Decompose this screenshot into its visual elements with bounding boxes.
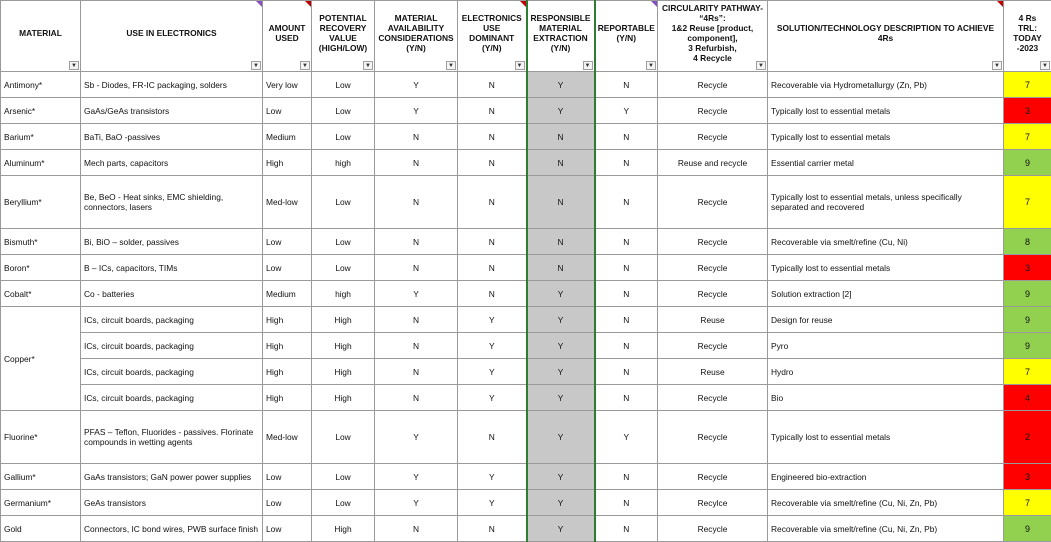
cell-amount[interactable]: High (263, 307, 312, 333)
cell-availability[interactable]: N (375, 255, 458, 281)
cell-pathway[interactable]: Recycle (658, 464, 768, 490)
cell-recovery[interactable]: High (312, 307, 375, 333)
cell-pathway[interactable]: Reuse (658, 307, 768, 333)
cell-material[interactable]: Aluminum* (1, 150, 81, 176)
header-amount[interactable]: AMOUNT USED ▼ (263, 1, 312, 72)
header-availability[interactable]: MATERIAL AVAILABILITY CONSIDERATIONS (Y/N) ▼ (375, 1, 458, 72)
cell-reportable[interactable]: N (595, 229, 658, 255)
filter-dropdown-icon[interactable]: ▼ (583, 61, 593, 70)
cell-reportable[interactable]: N (595, 359, 658, 385)
cell-responsible[interactable]: N (527, 255, 595, 281)
cell-recovery[interactable]: high (312, 281, 375, 307)
header-dominant[interactable]: ELECTRONICS USE DOMINANT (Y/N) ▼ (458, 1, 527, 72)
cell-amount[interactable]: High (263, 333, 312, 359)
cell-solution[interactable]: Essential carrier metal (768, 150, 1004, 176)
cell-availability[interactable]: N (375, 385, 458, 411)
cell-recovery[interactable]: High (312, 516, 375, 542)
cell-solution[interactable]: Typically lost to essential metals (768, 124, 1004, 150)
table-row[interactable] (1, 98, 1051, 124)
cell-availability[interactable]: Y (375, 490, 458, 516)
cell-recovery[interactable]: Low (312, 255, 375, 281)
cell-material[interactable]: Cobalt* (1, 281, 81, 307)
filter-dropdown-icon[interactable]: ▼ (515, 61, 525, 70)
cell-responsible[interactable]: Y (527, 307, 595, 333)
cell-availability[interactable]: Y (375, 98, 458, 124)
cell-use[interactable]: Co - batteries (81, 281, 263, 307)
cell-reportable[interactable]: N (595, 281, 658, 307)
cell-reportable[interactable]: N (595, 124, 658, 150)
comment-indicator-icon[interactable] (305, 1, 311, 7)
cell-use[interactable]: GeAs transistors (81, 490, 263, 516)
cell-use[interactable]: ICs, circuit boards, packaging (81, 385, 263, 411)
header-material[interactable]: MATERIAL ▼ (1, 1, 81, 72)
cell-amount[interactable]: Medium (263, 124, 312, 150)
cell-responsible[interactable]: Y (527, 281, 595, 307)
cell-use[interactable]: Sb - Diodes, FR-IC packaging, solders (81, 72, 263, 98)
cell-pathway[interactable]: Reuse (658, 359, 768, 385)
table-row[interactable] (1, 359, 1051, 385)
cell-pathway[interactable]: Recycle (658, 516, 768, 542)
cell-solution[interactable]: Pyro (768, 333, 1004, 359)
filter-dropdown-icon[interactable]: ▼ (992, 61, 1002, 70)
header-row (1, 1, 1051, 72)
header-recovery[interactable]: POTENTIAL RECOVERY VALUE (HIGH/LOW) ▼ (312, 1, 375, 72)
cell-solution[interactable]: Recoverable via smelt/refine (Cu, Ni, Zn, Pb) (768, 490, 1004, 516)
cell-dominant[interactable]: N (458, 229, 527, 255)
cell-availability[interactable]: N (375, 333, 458, 359)
cell-amount[interactable]: High (263, 385, 312, 411)
cell-responsible[interactable]: Y (527, 359, 595, 385)
cell-trl[interactable]: 7 (1004, 124, 1051, 150)
table-body (1, 72, 1051, 542)
cell-dominant[interactable]: N (458, 516, 527, 542)
cell-material[interactable]: Boron* (1, 255, 81, 281)
comment-indicator-icon[interactable] (256, 1, 262, 7)
cell-recovery[interactable]: Low (312, 176, 375, 229)
cell-responsible[interactable]: N (527, 124, 595, 150)
table-row[interactable] (1, 464, 1051, 490)
table-row[interactable] (1, 385, 1051, 411)
cell-recovery[interactable]: Low (312, 124, 375, 150)
cell-availability[interactable]: N (375, 150, 458, 176)
cell-availability[interactable]: N (375, 516, 458, 542)
comment-indicator-icon[interactable] (520, 1, 526, 7)
cell-trl[interactable]: 3 (1004, 98, 1051, 124)
cell-use[interactable]: Be, BeO - Heat sinks, EMC shielding, connectors, lasers (81, 176, 263, 229)
filter-dropdown-icon[interactable]: ▼ (69, 61, 79, 70)
cell-amount[interactable]: High (263, 150, 312, 176)
cell-amount[interactable]: Medium (263, 281, 312, 307)
table-row[interactable] (1, 307, 1051, 333)
header-trl[interactable]: 4 Rs TRL: TODAY -2023 ▼ (1004, 1, 1051, 72)
table-row[interactable] (1, 411, 1051, 464)
cell-recovery[interactable]: Low (312, 490, 375, 516)
cell-material[interactable]: Copper* (1, 307, 81, 411)
cell-trl[interactable]: 2 (1004, 411, 1051, 464)
cell-pathway[interactable]: Recycle (658, 333, 768, 359)
header-responsible[interactable]: RESPONSIBLE MATERIAL EXTRACTION (Y/N) ▼ (527, 1, 595, 72)
cell-amount[interactable]: Low (263, 464, 312, 490)
cell-pathway[interactable]: Recycle (658, 124, 768, 150)
cell-dominant[interactable]: Y (458, 333, 527, 359)
cell-use[interactable]: Bi, BiO – solder, passives (81, 229, 263, 255)
cell-reportable[interactable]: Y (595, 411, 658, 464)
cell-dominant[interactable]: N (458, 411, 527, 464)
table-row[interactable] (1, 333, 1051, 359)
cell-solution[interactable]: Recoverable via smelt/refine (Cu, Ni) (768, 229, 1004, 255)
cell-dominant[interactable]: Y (458, 490, 527, 516)
table-row[interactable] (1, 490, 1051, 516)
cell-solution[interactable]: Solution extraction [2] (768, 281, 1004, 307)
cell-material[interactable]: Gold (1, 516, 81, 542)
cell-pathway[interactable]: Recycle (658, 176, 768, 229)
cell-use[interactable]: Mech parts, capacitors (81, 150, 263, 176)
cell-trl[interactable]: 9 (1004, 281, 1051, 307)
cell-recovery[interactable]: High (312, 385, 375, 411)
cell-material[interactable]: Barium* (1, 124, 81, 150)
cell-responsible[interactable]: Y (527, 385, 595, 411)
cell-material[interactable]: Fluorine* (1, 411, 81, 464)
comment-indicator-icon[interactable] (997, 1, 1003, 7)
cell-amount[interactable]: Low (263, 516, 312, 542)
cell-responsible[interactable]: Y (527, 516, 595, 542)
cell-responsible[interactable]: N (527, 150, 595, 176)
cell-use[interactable]: PFAS – Teflon, Fluorides - passives. Florinate compounds in wetting agents (81, 411, 263, 464)
table-row[interactable] (1, 124, 1051, 150)
cell-dominant[interactable]: N (458, 124, 527, 150)
cell-recovery[interactable]: Low (312, 411, 375, 464)
cell-amount[interactable]: Low (263, 490, 312, 516)
cell-use[interactable]: ICs, circuit boards, packaging (81, 333, 263, 359)
cell-trl[interactable]: 8 (1004, 229, 1051, 255)
cell-availability[interactable]: N (375, 307, 458, 333)
cell-availability[interactable]: Y (375, 411, 458, 464)
cell-availability[interactable]: Y (375, 72, 458, 98)
cell-trl[interactable]: 7 (1004, 176, 1051, 229)
cell-availability[interactable]: N (375, 229, 458, 255)
cell-pathway[interactable]: Recycle (658, 411, 768, 464)
cell-reportable[interactable]: Y (595, 98, 658, 124)
cell-responsible[interactable]: N (527, 176, 595, 229)
table-row[interactable] (1, 176, 1051, 229)
cell-use[interactable]: GaAs/GeAs transistors (81, 98, 263, 124)
cell-recovery[interactable]: high (312, 150, 375, 176)
cell-solution[interactable]: Typically lost to essential metals (768, 411, 1004, 464)
cell-dominant[interactable]: N (458, 150, 527, 176)
cell-reportable[interactable]: N (595, 307, 658, 333)
table-row[interactable] (1, 72, 1051, 98)
cell-material[interactable]: Germanium* (1, 490, 81, 516)
cell-responsible[interactable]: Y (527, 98, 595, 124)
cell-responsible[interactable]: Y (527, 490, 595, 516)
filter-dropdown-icon[interactable]: ▼ (756, 61, 766, 70)
header-solution[interactable]: SOLUTION/TECHNOLOGY DESCRIPTION TO ACHIEVE 4Rs ▼ (768, 1, 1004, 72)
cell-recovery[interactable]: High (312, 359, 375, 385)
cell-material[interactable]: Arsenic* (1, 98, 81, 124)
cell-use[interactable]: BaTi, BaO -passives (81, 124, 263, 150)
cell-amount[interactable]: Med-low (263, 411, 312, 464)
cell-use[interactable]: Connectors, IC bond wires, PWB surface finish (81, 516, 263, 542)
header-pathway[interactable] (658, 1, 768, 72)
cell-trl[interactable]: 9 (1004, 516, 1051, 542)
cell-dominant[interactable]: N (458, 98, 527, 124)
cell-dominant[interactable]: N (458, 255, 527, 281)
header-use[interactable]: USE IN ELECTRONICS ▼ (81, 1, 263, 72)
cell-recovery[interactable]: Low (312, 464, 375, 490)
cell-amount[interactable]: Very low (263, 72, 312, 98)
cell-material[interactable]: Bismuth* (1, 229, 81, 255)
cell-trl[interactable]: 9 (1004, 307, 1051, 333)
cell-availability[interactable]: Y (375, 464, 458, 490)
cell-trl[interactable]: 7 (1004, 72, 1051, 98)
filter-dropdown-icon[interactable]: ▼ (1040, 61, 1050, 70)
filter-dropdown-icon[interactable]: ▼ (251, 61, 261, 70)
table-row[interactable] (1, 150, 1051, 176)
cell-pathway[interactable]: Recycle (658, 72, 768, 98)
cell-responsible[interactable]: Y (527, 411, 595, 464)
cell-availability[interactable]: N (375, 359, 458, 385)
cell-recovery[interactable]: Low (312, 229, 375, 255)
cell-pathway[interactable]: Recycle (658, 281, 768, 307)
cell-recovery[interactable]: High (312, 333, 375, 359)
pathway-header-lines: CIRCULARITY PATHWAY- “4Rs”: 1&2 Reuse [product, component], 3 Refurbish, 4 Recycle (660, 3, 765, 63)
cell-reportable[interactable]: N (595, 150, 658, 176)
cell-trl[interactable]: 7 (1004, 490, 1051, 516)
cell-dominant[interactable]: Y (458, 307, 527, 333)
cell-reportable[interactable]: N (595, 516, 658, 542)
filter-dropdown-icon[interactable]: ▼ (300, 61, 310, 70)
cell-reportable[interactable]: N (595, 255, 658, 281)
cell-responsible[interactable]: Y (527, 333, 595, 359)
cell-pathway[interactable]: Recycle (658, 385, 768, 411)
filter-dropdown-icon[interactable]: ▼ (446, 61, 456, 70)
cell-dominant[interactable]: Y (458, 464, 527, 490)
cell-solution[interactable]: Bio (768, 385, 1004, 411)
cell-recovery[interactable]: Low (312, 98, 375, 124)
cell-material[interactable]: Gallium* (1, 464, 81, 490)
cell-use[interactable]: GaAs transistors; GaN power power supplies (81, 464, 263, 490)
cell-use[interactable]: ICs, circuit boards, packaging (81, 359, 263, 385)
cell-solution[interactable]: Recoverable via smelt/refine (Cu, Ni, Zn, Pb) (768, 516, 1004, 542)
table-row[interactable] (1, 255, 1051, 281)
cell-material[interactable]: Antimony* (1, 72, 81, 98)
cell-amount[interactable]: High (263, 359, 312, 385)
cell-solution[interactable]: Design for reuse (768, 307, 1004, 333)
cell-amount[interactable]: Low (263, 98, 312, 124)
cell-solution[interactable]: Typically lost to essential metals (768, 98, 1004, 124)
table-row[interactable] (1, 516, 1051, 542)
cell-pathway[interactable]: Recycle (658, 229, 768, 255)
cell-reportable[interactable]: N (595, 72, 658, 98)
filter-dropdown-icon[interactable]: ▼ (646, 61, 656, 70)
cell-responsible[interactable]: Y (527, 72, 595, 98)
cell-dominant[interactable]: N (458, 176, 527, 229)
cell-trl[interactable]: 3 (1004, 255, 1051, 281)
cell-solution[interactable]: Recoverable via Hydrometallurgy (Zn, Pb) (768, 72, 1004, 98)
cell-dominant[interactable]: Y (458, 385, 527, 411)
cell-amount[interactable]: Low (263, 255, 312, 281)
filter-dropdown-icon[interactable]: ▼ (363, 61, 373, 70)
comment-indicator-icon[interactable] (651, 1, 657, 7)
cell-reportable[interactable]: N (595, 333, 658, 359)
cell-availability[interactable]: N (375, 176, 458, 229)
header-reportable[interactable]: REPORTABLE (Y/N) ▼ (595, 1, 658, 72)
cell-solution[interactable]: Engineered bio-extraction (768, 464, 1004, 490)
cell-recovery[interactable]: Low (312, 72, 375, 98)
cell-availability[interactable]: Y (375, 281, 458, 307)
cell-pathway[interactable]: Reuse and recycle (658, 150, 768, 176)
cell-responsible[interactable]: N (527, 229, 595, 255)
cell-trl[interactable]: 9 (1004, 333, 1051, 359)
cell-trl[interactable]: 3 (1004, 464, 1051, 490)
cell-dominant[interactable]: N (458, 281, 527, 307)
table-row[interactable] (1, 281, 1051, 307)
cell-availability[interactable]: N (375, 124, 458, 150)
cell-responsible[interactable]: Y (527, 464, 595, 490)
cell-pathway[interactable]: Recycle (658, 255, 768, 281)
cell-dominant[interactable]: Y (458, 359, 527, 385)
cell-pathway[interactable]: Recylce (658, 490, 768, 516)
cell-trl[interactable]: 4 (1004, 385, 1051, 411)
table-row[interactable] (1, 229, 1051, 255)
cell-reportable[interactable]: N (595, 464, 658, 490)
cell-amount[interactable]: Med-low (263, 176, 312, 229)
cell-solution[interactable]: Hydro (768, 359, 1004, 385)
cell-solution[interactable]: Typically lost to essential metals (768, 255, 1004, 281)
cell-dominant[interactable]: N (458, 72, 527, 98)
cell-pathway[interactable]: Recycle (658, 98, 768, 124)
cell-reportable[interactable]: N (595, 385, 658, 411)
cell-use[interactable]: ICs, circuit boards, packaging (81, 307, 263, 333)
cell-amount[interactable]: Low (263, 229, 312, 255)
cell-solution[interactable]: Typically lost to essential metals, unless specifically separated and recovered (768, 176, 1004, 229)
cell-reportable[interactable]: N (595, 490, 658, 516)
cell-reportable[interactable]: N (595, 176, 658, 229)
cell-trl[interactable]: 9 (1004, 150, 1051, 176)
cell-use[interactable]: B – ICs, capacitors, TIMs (81, 255, 263, 281)
cell-trl[interactable]: 7 (1004, 359, 1051, 385)
cell-material[interactable]: Beryllium* (1, 176, 81, 229)
